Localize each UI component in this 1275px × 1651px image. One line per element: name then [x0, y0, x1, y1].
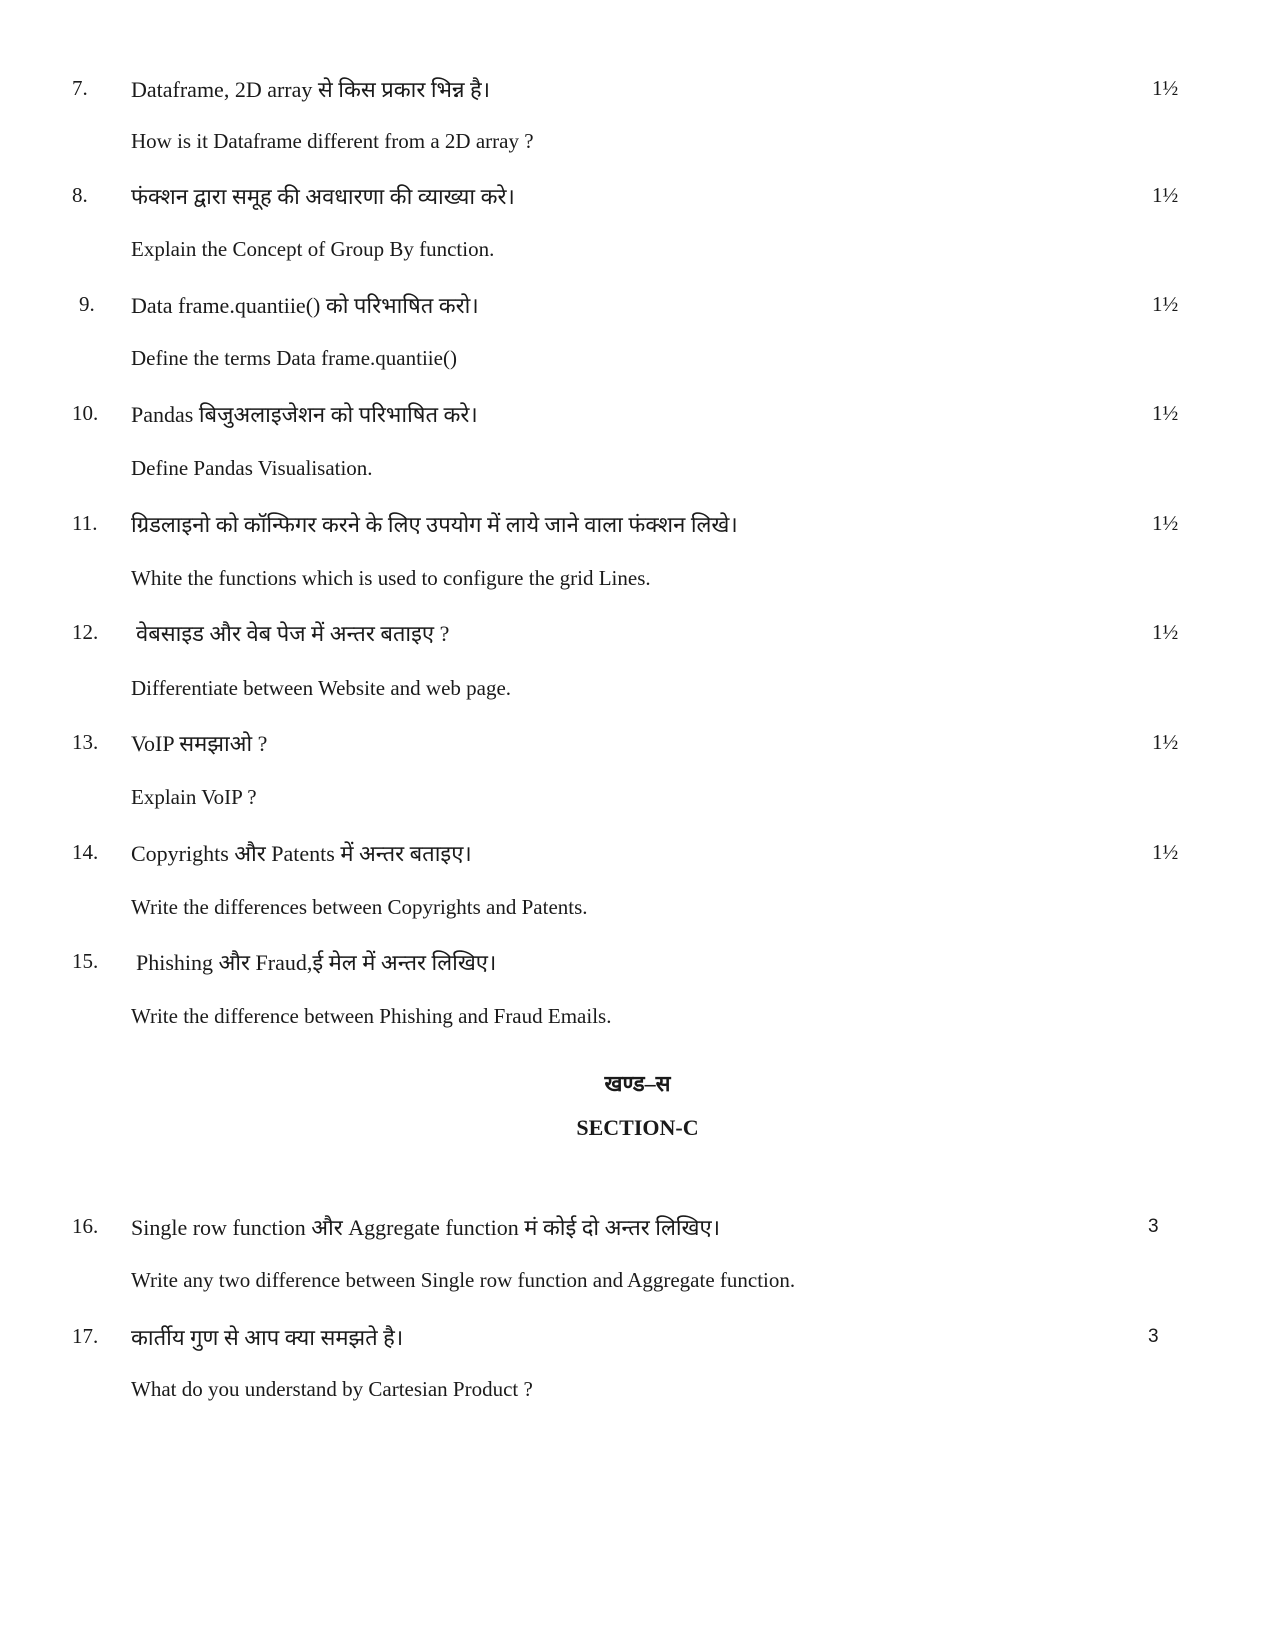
question-number: 11. — [72, 511, 98, 535]
question-hindi: Pandas बिजुअलाइजेशन को परिभाषित करे। — [131, 402, 478, 427]
question-12 — [0, 614, 1275, 654]
question-hindi: वेबसाइड और वेब पेज में अन्तर बताइए ? — [136, 621, 450, 646]
question-hindi: Dataframe, 2D array से किस प्रकार भिन्न है। — [131, 77, 491, 102]
question-11 — [0, 505, 1275, 545]
question-marks: 1½ — [1152, 292, 1179, 316]
question-number: 7. — [72, 76, 88, 100]
question-marks: 3 — [1148, 1216, 1159, 1237]
question-number: 16. — [72, 1214, 99, 1238]
question-hindi: फंक्शन द्वारा समूह की अवधारणा की व्याख्या करे। — [131, 184, 515, 209]
question-marks: 1½ — [1152, 183, 1179, 207]
question-hindi: Data frame.quantiie() को परिभाषित करो। — [131, 293, 479, 318]
question-hindi: VoIP समझाओ ? — [131, 731, 268, 756]
question-marks: 1½ — [1152, 76, 1179, 100]
question-16 — [0, 1208, 1275, 1248]
question-marks: 1½ — [1152, 620, 1179, 644]
question-7-english: How is it Dataframe different from a 2D array ? — [131, 129, 534, 153]
question-7 — [0, 70, 1275, 110]
question-13 — [0, 724, 1275, 764]
question-number: 14. — [72, 840, 99, 864]
question-marks: 1½ — [1152, 730, 1179, 754]
question-16-english: Write any two difference between Single row function and Aggregate function. — [131, 1268, 796, 1292]
question-marks: 1½ — [1152, 840, 1179, 864]
question-15 — [0, 943, 1275, 983]
question-number: 12. — [72, 620, 99, 644]
question-9-english: Define the terms Data frame.quantiie() — [131, 346, 457, 370]
question-10 — [0, 395, 1275, 435]
question-10-english: Define Pandas Visualisation. — [131, 456, 373, 480]
question-12-english: Differentiate between Website and web page. — [131, 676, 512, 700]
question-8 — [0, 177, 1275, 217]
question-9 — [0, 286, 1275, 326]
question-hindi: Single row function और Aggregate function मं कोई दो अन्तर लिखिए। — [131, 1215, 721, 1240]
section-heading-english: SECTION-C — [576, 1115, 699, 1140]
question-17-english: What do you understand by Cartesian Product ? — [131, 1377, 533, 1401]
question-marks: 1½ — [1152, 511, 1179, 535]
question-number: 9. — [79, 292, 95, 316]
question-number: 10. — [72, 401, 99, 425]
question-17 — [0, 1318, 1275, 1358]
question-hindi: Phishing और Fraud,ई मेल में अन्तर लिखिए। — [136, 950, 497, 975]
question-14 — [0, 834, 1275, 874]
question-marks: 3 — [1148, 1326, 1159, 1347]
question-13-english: Explain VoIP ? — [131, 785, 257, 809]
question-number: 15. — [72, 949, 99, 973]
question-15-english: Write the difference between Phishing and Fraud Emails. — [131, 1004, 612, 1028]
question-number: 8. — [72, 183, 88, 207]
section-heading-hindi: खण्ड–स — [604, 1071, 671, 1096]
question-8-english: Explain the Concept of Group By function. — [131, 237, 495, 261]
question-11-english: White the functions which is used to configure the grid Lines. — [131, 566, 651, 590]
question-hindi: कार्तीय गुण से आप क्या समझते है। — [131, 1325, 404, 1350]
question-14-english: Write the differences between Copyrights and Patents. — [131, 895, 588, 919]
question-number: 13. — [72, 730, 99, 754]
question-hindi: ग्रिडलाइनो को कॉन्फिगर करने के लिए उपयोग में लाये जाने वाला फंक्शन लिखे। — [131, 512, 738, 537]
question-number: 17. — [72, 1324, 99, 1348]
question-marks: 1½ — [1152, 401, 1179, 425]
question-hindi: Copyrights और Patents में अन्तर बताइए। — [131, 841, 472, 866]
